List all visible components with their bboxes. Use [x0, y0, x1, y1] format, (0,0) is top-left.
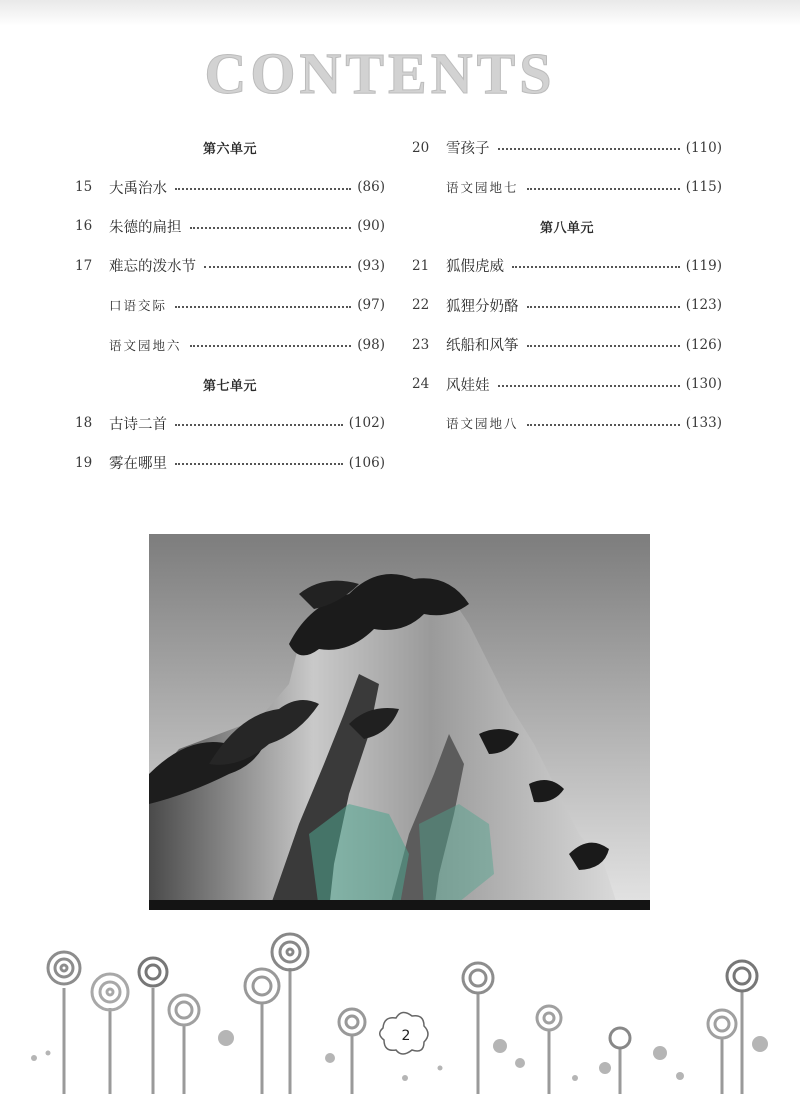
dot-leader: [190, 345, 352, 347]
entry-title: 朱德的扁担: [109, 219, 182, 236]
dot-leader: [190, 227, 352, 229]
dot-leader: [527, 188, 680, 190]
entry-title: 雪孩子: [446, 141, 490, 158]
entry-page: (102): [348, 415, 385, 432]
entry-page: (98): [357, 336, 385, 353]
unit-heading: [412, 207, 722, 246]
entry-title: 雾在哪里: [109, 456, 167, 473]
spiral-flowers-decoration: [0, 928, 800, 1094]
entry-title: 口语交际: [109, 298, 168, 314]
toc-entry[interactable]: [412, 167, 722, 206]
toc-entry[interactable]: [412, 286, 722, 325]
entry-number: 16: [75, 218, 93, 235]
entry-title: 狐狸分奶酪: [446, 298, 519, 315]
toc-entry[interactable]: [412, 404, 722, 443]
entry-number: 19: [75, 454, 93, 471]
entry-page: (123): [685, 297, 722, 314]
toc-entry[interactable]: [75, 167, 385, 206]
unit-heading-label: 第六单元: [202, 142, 257, 158]
mountain-cliff-illustration: [149, 534, 650, 910]
dot-leader: [527, 306, 680, 308]
entry-title: 纸船和风筝: [446, 338, 519, 355]
entry-number: 20: [412, 139, 430, 156]
toc-entry[interactable]: [75, 246, 385, 285]
toc-right-column: [412, 128, 722, 443]
top-band: [0, 0, 800, 26]
dot-leader: [175, 306, 351, 308]
entry-number: 21: [412, 257, 430, 274]
unit-heading-label: 第七单元: [202, 378, 257, 394]
entry-page: (110): [685, 139, 722, 156]
entry-page: (115): [685, 179, 722, 196]
dot-leader: [204, 266, 351, 268]
toc-entry[interactable]: [75, 286, 385, 325]
entry-page: (93): [357, 257, 385, 274]
toc-entry[interactable]: [412, 325, 722, 364]
entry-title: 语文园地六: [109, 337, 182, 353]
entry-number: 22: [412, 297, 430, 314]
entry-page: (126): [685, 336, 722, 353]
entry-title: 风娃娃: [446, 377, 490, 394]
dot-leader: [498, 148, 680, 150]
toc-entry[interactable]: [75, 404, 385, 443]
unit-heading: [75, 128, 385, 167]
toc-entry[interactable]: [412, 246, 722, 285]
unit-heading-label: 第八单元: [539, 220, 594, 236]
toc-left-column: [75, 128, 385, 483]
entry-number: 18: [75, 415, 93, 432]
entry-page: (97): [357, 297, 385, 314]
entry-page: (133): [685, 415, 722, 432]
entry-title: 狐假虎威: [446, 259, 504, 276]
dot-leader: [527, 345, 680, 347]
page-title: CONTENTS: [204, 41, 556, 106]
toc-entry[interactable]: [412, 364, 722, 403]
entry-number: 15: [75, 179, 93, 196]
dot-leader: [175, 424, 343, 426]
toc-entry[interactable]: [75, 207, 385, 246]
dot-leader: [512, 266, 680, 268]
entry-title: 语文园地七: [446, 180, 519, 196]
mountain-cliff-photo: [149, 534, 650, 910]
spiral-flowers-icon: [0, 928, 800, 1094]
entry-page: (130): [685, 376, 722, 393]
entry-number: 17: [75, 257, 93, 274]
entry-title: 古诗二首: [109, 416, 167, 433]
dot-leader: [527, 424, 680, 426]
entry-page: (90): [357, 218, 385, 235]
dot-leader: [498, 385, 680, 387]
entry-page: (119): [685, 257, 722, 274]
entry-title: 大禹治水: [109, 180, 167, 197]
dot-leader: [175, 463, 343, 465]
entry-page: (106): [348, 454, 385, 471]
entry-number: 24: [412, 376, 430, 393]
page-number: 2: [401, 1028, 411, 1044]
dot-leader: [175, 188, 351, 190]
toc-entry[interactable]: [412, 128, 722, 167]
entry-title: 难忘的泼水节: [109, 259, 196, 276]
toc-entry[interactable]: [75, 325, 385, 364]
unit-heading: [75, 364, 385, 403]
toc-entry[interactable]: [75, 443, 385, 482]
entry-page: (86): [357, 179, 385, 196]
entry-number: 23: [412, 336, 430, 353]
entry-title: 语文园地八: [446, 416, 519, 432]
